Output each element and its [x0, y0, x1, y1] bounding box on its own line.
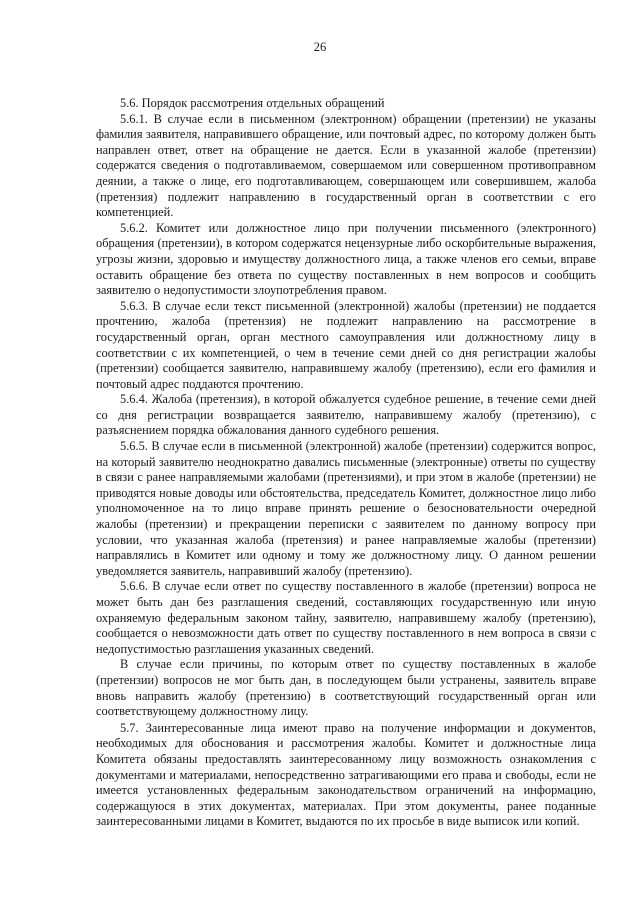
paragraph-5-6-6: 5.6.6. В случае если ответ по существу поставленного в жалобе (претензии) вопроса не может быть дан без разглашения сведений, составляющих государственную или иную охраняемую федеральным законом тайну, заявителю, направившему жалобу (претензию), сообщается о невозможности дать ответ по существу поставленного в нем вопроса в связи с недопустимостью разглашения указанных сведений.: [96, 579, 596, 656]
paragraph-5-6-3: 5.6.3. В случае если текст письменной (электронной) жалобы (претензии) не поддается прочтению, жалоба (претензия) не подлежит направлению на рассмотрение в государственный орган, орган местного самоуправления или должностному лицу в соответствии с их компетенцией, о чем в течение семи дней со дня регистрации жалобы (претензии) сообщается заявителю, направившему жалобу (претензию), если его фамилия и почтовый адрес поддаются прочтению.: [96, 298, 596, 391]
paragraph-5-7: 5.7. Заинтересованные лица имеют право на получение информации и документов, необходимых для обоснования и рассмотрения жалобы. Комитет и должностные лица Комитета обязаны предоставлять заинтересованному лицу возможность ознакомления с документами и материалами, непосредственно затрагивающими его права и свободы, если не имеется установленных федеральным законодательством ограничений на информацию, содержащуюся в этих документах, материалах. При этом документы, ранее поданные заинтересованными лицами в Комитет, выдаются по их просьбе в виде выписок или копий.: [96, 720, 596, 829]
section-heading: 5.6. Порядок рассмотрения отдельных обращений: [120, 96, 385, 110]
paragraph-5-6-4: 5.6.4. Жалоба (претензия), в которой обжалуется судебное решение, в течение семи дней со дня регистрации возвращается заявителю, направившему жалобу (претензию), с разъяснением порядка обжалования данного судебного решения.: [96, 392, 596, 438]
document-body: [96, 96, 596, 830]
paragraph-5-6-2: 5.6.2. Комитет или должностное лицо при получении письменного (электронного) обращения (претензии), в котором содержатся нецензурные либо оскорбительные выражения, угрозы жизни, здоровью и имуществу должностного лица, а также членов его семьи, вправе оставить обращение без ответа по существу поставленных в нем вопросов и сообщить заявителю о недопустимости злоупотребления правом.: [96, 220, 596, 298]
paragraph-5-6-6-continued: В случае если причины, по которым ответ по существу поставленных в жалобе (претензии) вопросов не мог быть дан, в последующем были устранены, заявитель вправе вновь направить жалобу (претензию) в соответствующий государственный орган или соответствующему должностному лицу.: [96, 657, 596, 719]
paragraph-5-6-5: 5.6.5. В случае если в письменной (электронной) жалобе (претензии) содержится вопрос, на который заявителю неоднократно давались письменные (электронные) ответы по существу в связи с ранее направляемыми жалобами (претензиями), и при этом в жалобе (претензии) не приводятся новые доводы или обстоятельства, председатель Комитет, должностное лицо либо уполномоченное на то лицо вправе принять решение о безосновательности очередной жалобы (претензии) и прекращении переписки с заявителем по данному вопросу при условии, что указанная жалоба (претензия) и ранее направляемые жалобы (претензии) направлялись в Комитет или одному и тому же должностному лицу. О данном решении уведомляется заявитель, направивший жалобу (претензию).: [96, 439, 596, 578]
page-number: 26: [313, 40, 327, 54]
paragraph-5-6-1: 5.6.1. В случае если в письменном (электронном) обращении (претензии) не указаны фамилия заявителя, направившего обращение, или почтовый адрес, по которому должен быть направлен ответ, ответ на обращение не дается. Если в указанной жалобе (претензии) содержатся сведения о подготавливаемом, совершаемом или совершенном противоправном деянии, а также о лице, его подготавливающем, совершающем или совершившем, жалоба (претензия) подлежит направлению в государственный орган в соответствии с его компетенцией.: [96, 111, 596, 220]
